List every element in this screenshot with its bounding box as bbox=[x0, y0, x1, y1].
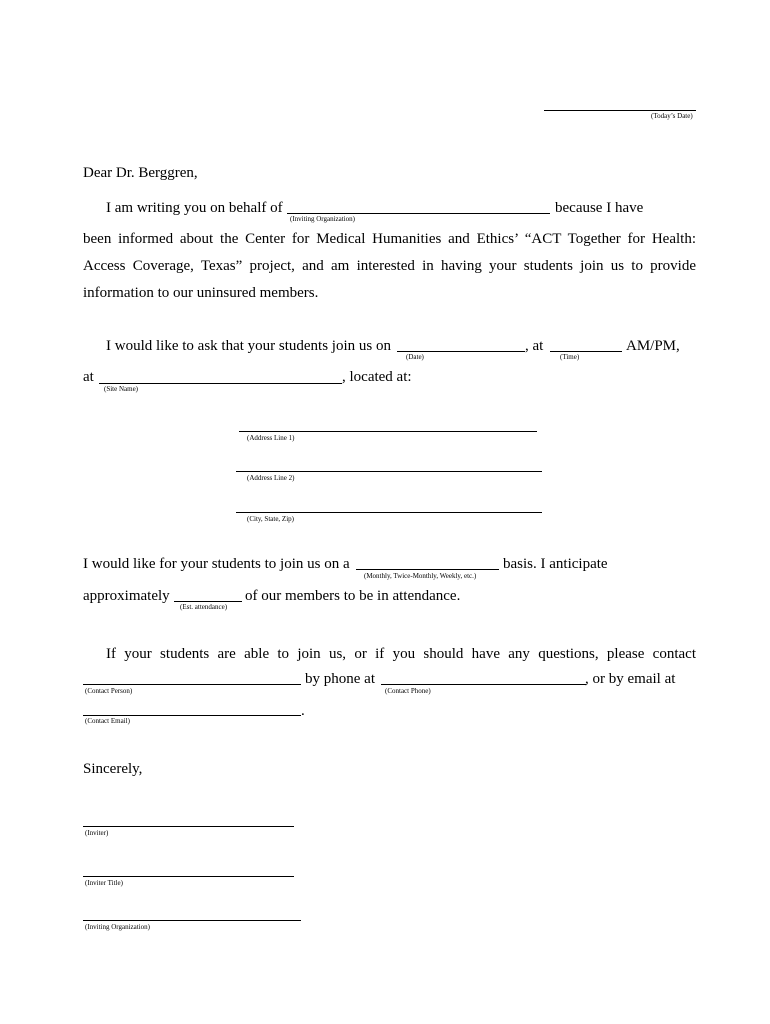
site-name-field[interactable] bbox=[99, 383, 342, 384]
date-field[interactable] bbox=[397, 351, 525, 352]
address-line1-caption: (Address Line 1) bbox=[247, 434, 295, 442]
contact-phone-field[interactable] bbox=[381, 684, 586, 685]
signature-organization-field[interactable] bbox=[83, 920, 301, 921]
address-line2-caption: (Address Line 2) bbox=[247, 474, 295, 482]
para4-or-email: , or by email at bbox=[585, 671, 676, 687]
salutation: Dear Dr. Berggren, bbox=[83, 165, 198, 181]
contact-phone-caption: (Contact Phone) bbox=[385, 687, 431, 695]
ampm-label: AM/PM, bbox=[626, 338, 680, 354]
inviting-organization-caption: (Inviting Organization) bbox=[290, 215, 355, 223]
para3-tail: basis. I anticipate bbox=[503, 556, 608, 572]
para1-lead: I am writing you on behalf of bbox=[106, 200, 283, 216]
todays-date-caption: (Today’s Date) bbox=[651, 112, 693, 120]
date-caption: (Date) bbox=[406, 353, 424, 361]
city-state-zip-field[interactable] bbox=[236, 512, 542, 513]
para3-members: of our members to be in attendance. bbox=[245, 588, 461, 604]
para1-tail: because I have bbox=[555, 200, 644, 216]
site-name-caption: (Site Name) bbox=[104, 385, 139, 393]
signature-organization-caption: (Inviting Organization) bbox=[85, 923, 150, 931]
inviter-caption: (Inviter) bbox=[85, 829, 109, 837]
contact-person-caption: (Contact Person) bbox=[85, 687, 133, 695]
address-line2-field[interactable] bbox=[236, 471, 542, 472]
city-state-zip-caption: (City, State, Zip) bbox=[247, 515, 294, 523]
para2-located: , located at: bbox=[342, 369, 412, 385]
para3-lead: I would like for your students to join us on a bbox=[83, 556, 350, 572]
para1-line3: Access Coverage, Texas” project, and am interested in having your students join us to provide bbox=[83, 258, 696, 274]
frequency-field[interactable] bbox=[356, 569, 499, 570]
inviter-title-caption: (Inviter Title) bbox=[85, 879, 123, 887]
time-field[interactable] bbox=[550, 351, 622, 352]
frequency-caption: (Monthly, Twice-Monthly, Weekly, etc.) bbox=[364, 572, 477, 580]
para2-at1: , at bbox=[525, 338, 544, 354]
address-line1-field[interactable] bbox=[239, 431, 537, 432]
attendance-field[interactable] bbox=[174, 601, 242, 602]
attendance-caption: (Est. attendance) bbox=[180, 603, 228, 611]
para3-approx: approximately bbox=[83, 588, 170, 604]
contact-email-caption: (Contact Email) bbox=[85, 717, 130, 725]
closing: Sincerely, bbox=[83, 761, 143, 777]
para4-line1: If your students are able to join us, or if you should have any questions, please contact bbox=[106, 646, 696, 662]
inviter-field[interactable] bbox=[83, 826, 294, 827]
para2-lead: I would like to ask that your students join us on bbox=[106, 338, 391, 354]
para1-line2: been informed about the Center for Medical Humanities and Ethics’ “ACT Together for Health: bbox=[83, 231, 696, 247]
para4-period: . bbox=[301, 703, 305, 719]
inviter-title-field[interactable] bbox=[83, 876, 294, 877]
para2-at2: at bbox=[83, 369, 94, 385]
time-caption: (Time) bbox=[560, 353, 580, 361]
para1-line4: information to our uninsured members. bbox=[83, 285, 319, 301]
todays-date-field[interactable] bbox=[544, 110, 696, 111]
para4-by-phone: by phone at bbox=[305, 671, 375, 687]
contact-email-field[interactable] bbox=[83, 715, 301, 716]
contact-person-field[interactable] bbox=[83, 684, 301, 685]
inviting-organization-field[interactable] bbox=[287, 213, 550, 214]
